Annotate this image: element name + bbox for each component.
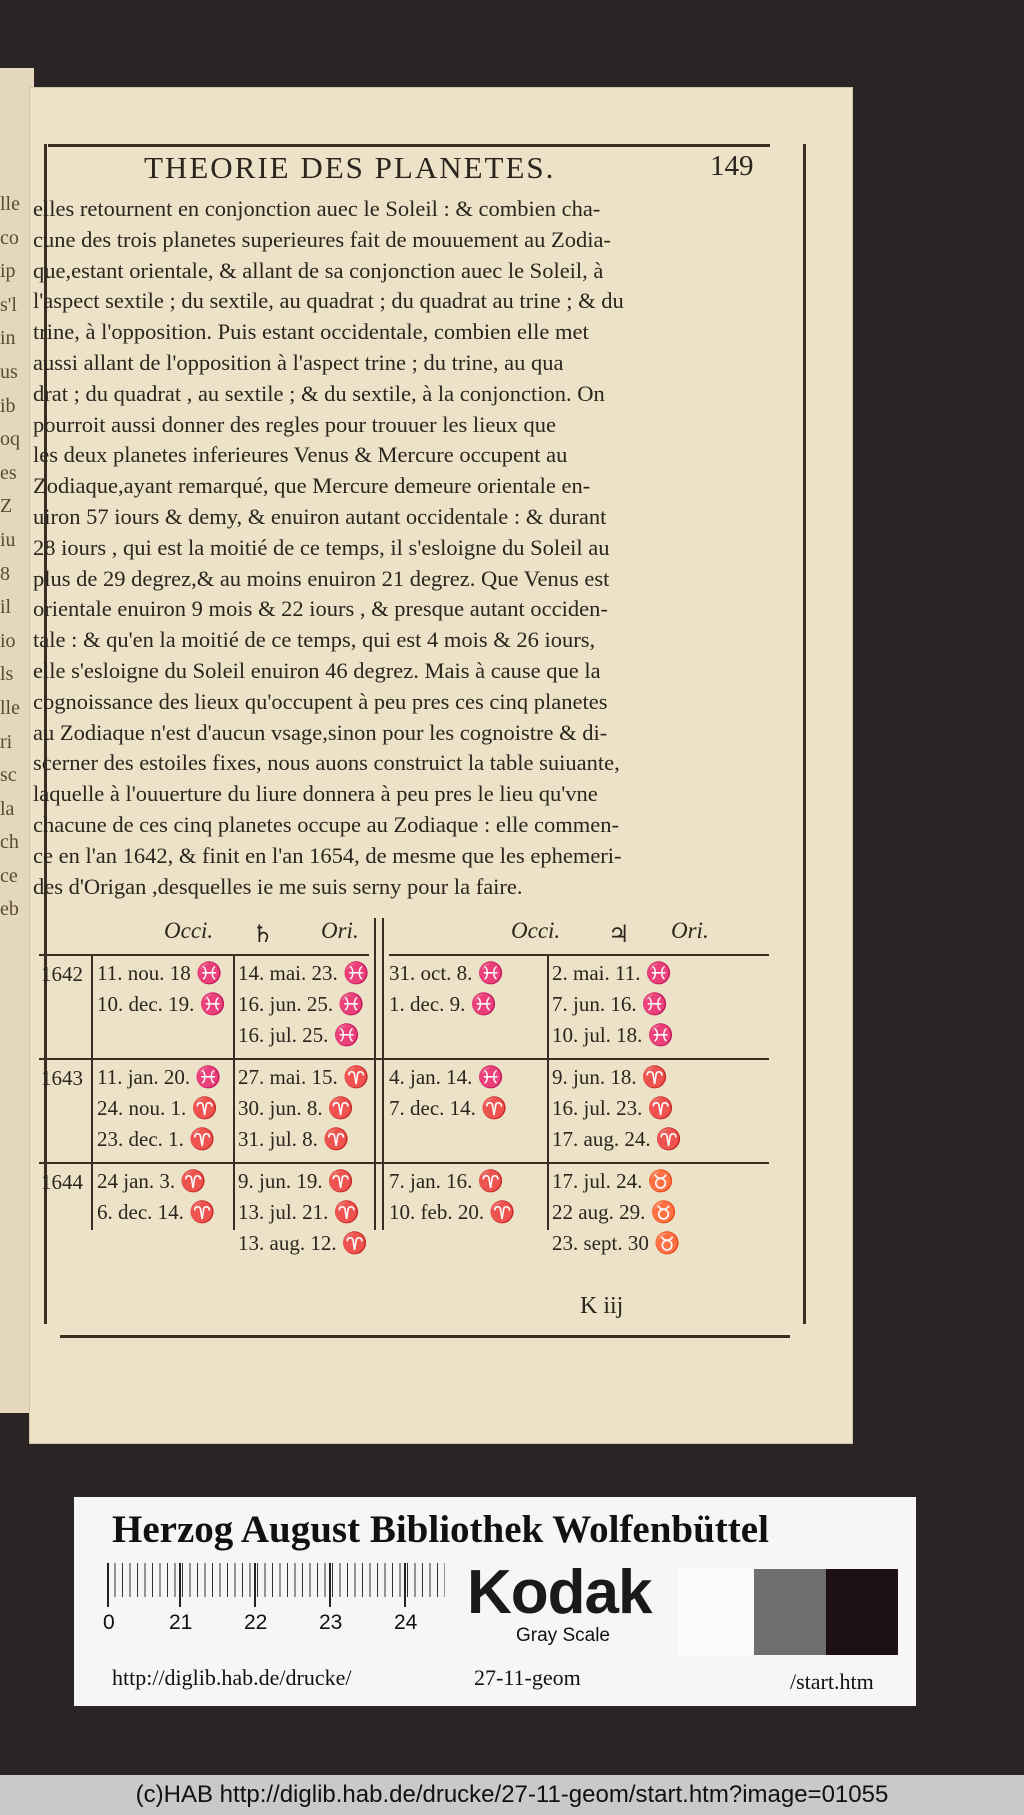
ruler-number: 0 <box>103 1611 115 1634</box>
table-cell: 16. jul. 25. ♓ <box>238 1023 360 1047</box>
text-line: elles retournent en conjonction auec le Soleil : & combien cha- <box>33 196 601 221</box>
text-line: au Zodiaque n'est d'aucun vsage,sinon pour les cognoistre & di- <box>33 719 608 745</box>
text-line: tale : & qu'en la moitié de ce temps, qui est 4 mois & 26 iours, <box>33 627 596 653</box>
text-line: plus de 29 degrez,& au moins enuiron 21 degrez. Que Venus est <box>33 565 610 591</box>
text-line: Zodiaque,ayant remarqué, que Mercure demeure orientale en- <box>33 473 591 499</box>
table-cell: 27. mai. 15. ♈ <box>238 1065 370 1089</box>
text-line: cune des trois planetes superieures fait de mouuement au Zodia- <box>33 226 611 252</box>
left-page-fragment: oq <box>0 428 20 451</box>
text-line: orientale enuiron 9 mois & 22 iours , & presque autant occiden- <box>33 596 608 622</box>
ruler-number: 23 <box>319 1611 343 1634</box>
text-line: elle s'esloigne du Soleil enuiron 46 degrez. Mais à cause que la <box>33 657 601 683</box>
ruler-major-tick <box>254 1563 256 1607</box>
ruler-number: 21 <box>169 1611 193 1634</box>
saturn-occi-header: Occi. <box>164 918 214 943</box>
top-rule <box>48 144 770 147</box>
ruler-major-tick <box>329 1563 331 1607</box>
text-line: des d'Origan ,desquelles ie me suis serny pour la faire. <box>33 873 523 899</box>
table-cell: 11. jan. 20. ♓ <box>97 1065 222 1089</box>
book-page <box>30 88 852 1443</box>
left-page-fragment: iu <box>0 528 16 551</box>
url-left: http://diglib.hab.de/drucke/ <box>112 1665 352 1690</box>
table-cell: 1. dec. 9. ♓ <box>389 992 497 1016</box>
table-year: 1643 <box>41 1066 83 1090</box>
table-cell: 24 jan. 3. ♈ <box>97 1169 207 1193</box>
left-page-fragment: lle <box>0 193 20 215</box>
table-cell: 6. dec. 14. ♈ <box>97 1200 216 1224</box>
table-row-rule <box>39 1058 769 1060</box>
table-cell: 31. oct. 8. ♓ <box>389 961 504 985</box>
table-cell: 17. aug. 24. ♈ <box>552 1127 682 1151</box>
table-column-rule <box>91 954 93 1230</box>
left-page-fragment: la <box>0 797 15 820</box>
running-head: THEORIE DES PLANETES. <box>144 150 556 185</box>
ruler-major-tick <box>404 1563 406 1607</box>
scale-ruler <box>103 1563 445 1637</box>
table-cell: 10. feb. 20. ♈ <box>389 1200 516 1224</box>
table-cell: 23. dec. 1. ♈ <box>97 1127 216 1151</box>
left-page-fragment: eb <box>0 898 19 921</box>
jupiter-symbol-icon: ♃ <box>608 922 630 948</box>
table-cell: 13. aug. 12. ♈ <box>238 1231 368 1255</box>
table-header-rule <box>389 954 769 956</box>
left-page-fragment: Z <box>0 495 13 518</box>
jupiter-ori-header: Ori. <box>671 918 709 943</box>
url-right: /start.htm <box>790 1669 874 1694</box>
left-page-fragment: il <box>0 596 12 619</box>
table-cell: 2. mai. 11. ♓ <box>552 961 672 985</box>
table-year: 1644 <box>41 1170 83 1194</box>
table-column-rule <box>233 954 235 1230</box>
left-page-fragment: es <box>0 461 17 484</box>
left-page-fragment: us <box>0 360 18 383</box>
signature-mark: K iij <box>580 1293 624 1319</box>
table-cell: 30. jun. 8. ♈ <box>238 1096 354 1120</box>
table-cell: 9. jun. 19. ♈ <box>238 1169 354 1193</box>
left-page-edge <box>0 68 34 1413</box>
text-line: pourroit aussi donner des regles pour trouuer les lieux que <box>33 411 556 437</box>
left-page-fragment: ri <box>0 730 13 753</box>
white-swatch <box>678 1569 754 1655</box>
text-line: l'aspect sextile ; du sextile, au quadrat ; du quadrat au trine ; & du <box>33 288 624 314</box>
table-cell: 11. nou. 18 ♓ <box>97 961 223 985</box>
text-line: aussi allant de l'opposition à l'aspect trine ; du trine, au qua <box>33 349 564 375</box>
jupiter-occi-header: Occi. <box>511 918 561 943</box>
text-line: uiron 57 iours & demy, & enuiron autant occidentale : & durant <box>33 503 607 529</box>
page-number: 149 <box>710 150 754 182</box>
text-line: cognoissance des lieux qu'occupent à peu pres ces cinq planetes <box>33 688 608 714</box>
text-line: que,estant orientale, & allant de sa conjonction auec le Soleil, à <box>33 257 604 283</box>
table-cell: 16. jun. 25. ♓ <box>238 992 365 1016</box>
left-page-fragment: io <box>0 629 16 652</box>
left-page-fragment: s'l <box>0 293 17 316</box>
left-page-fragment: ce <box>0 864 18 887</box>
text-line: laquelle à l'ouuerture du liure donnera à peu pres le lieu qu'vne <box>33 781 598 807</box>
table-cell: 4. jan. 14. ♓ <box>389 1065 504 1089</box>
footer-credit: (c)HAB http://diglib.hab.de/drucke/27-11-geom/start.htm?image=01055 <box>0 1775 1024 1815</box>
ruler-major-tick <box>107 1563 109 1607</box>
left-page-fragment: sc <box>0 764 17 787</box>
kodak-logo: Kodak <box>467 1558 652 1627</box>
gray-scale-label: Gray Scale <box>516 1625 610 1646</box>
left-page-fragment: ip <box>0 260 16 283</box>
bottom-rule <box>60 1335 790 1338</box>
text-line: 28 iours , qui est la moitié de ce temps, il s'esloigne du Soleil au <box>33 534 610 560</box>
left-page-fragment: ls <box>0 663 14 686</box>
left-page-fragment: in <box>0 327 16 350</box>
table-cell: 17. jul. 24. ♉ <box>552 1169 674 1193</box>
table-column-rule <box>374 918 376 1230</box>
saturn-ori-header: Ori. <box>321 918 359 943</box>
table-header-rule <box>39 954 369 956</box>
left-page-fragment: ib <box>0 394 16 417</box>
table-cell: 23. sept. 30 ♉ <box>552 1231 681 1255</box>
left-page-fragment: lle <box>0 696 20 719</box>
ruler-number: 24 <box>394 1611 418 1634</box>
table-column-rule <box>547 954 549 1230</box>
ruler-number: 22 <box>244 1611 268 1634</box>
table-cell: 7. jan. 16. ♈ <box>389 1169 504 1193</box>
text-line: drat ; du quadrat , au sextile ; & du sextile, à la conjonction. On <box>33 380 605 406</box>
table-cell: 31. jul. 8. ♈ <box>238 1127 350 1151</box>
left-page-fragment: ch <box>0 831 19 854</box>
table-cell: 10. jul. 18. ♓ <box>552 1023 674 1047</box>
gray-swatch <box>754 1569 826 1655</box>
black-swatch <box>826 1569 898 1655</box>
table-column-rule <box>382 918 384 1230</box>
text-line: les deux planetes inferieures Venus & Mercure occupent au <box>33 442 568 468</box>
table-year: 1642 <box>41 962 83 986</box>
table-cell: 22 aug. 29. ♉ <box>552 1200 677 1224</box>
table-cell: 10. dec. 19. ♓ <box>97 992 226 1016</box>
table-cell: 24. nou. 1. ♈ <box>97 1096 218 1120</box>
table-cell: 13. jul. 21. ♈ <box>238 1200 360 1224</box>
body-text <box>33 194 759 902</box>
text-line: trine, à l'opposition. Puis estant occidentale, combien elle met <box>33 319 589 345</box>
table-cell: 9. jun. 18. ♈ <box>552 1065 668 1089</box>
ruler-major-tick <box>179 1563 181 1607</box>
table-cell: 14. mai. 23. ♓ <box>238 961 370 985</box>
text-line: scerner des estoiles fixes, nous auons construict la table suiuante, <box>33 750 620 776</box>
table-cell: 7. jun. 16. ♓ <box>552 992 668 1016</box>
ruler-ticks <box>107 1563 445 1597</box>
text-line: chacune de ces cinq planetes occupe au Zodiaque : elle commen- <box>33 811 619 837</box>
left-page-edge-text <box>0 188 34 927</box>
left-page-fragment: 8 <box>0 562 10 585</box>
institution-name: Herzog August Bibliothek Wolfenbüttel <box>112 1508 769 1551</box>
table-cell: 16. jul. 23. ♈ <box>552 1096 674 1120</box>
url-shelfmark: 27-11-geom <box>474 1665 581 1690</box>
left-page-fragment: co <box>0 226 19 249</box>
table-cell: 7. dec. 14. ♈ <box>389 1096 508 1120</box>
table-row-rule <box>39 1162 769 1164</box>
color-target-card <box>74 1497 916 1706</box>
text-line: ce en l'an 1642, & finit en l'an 1654, de mesme que les ephemeri- <box>33 842 622 868</box>
saturn-symbol-icon: ♄ <box>252 922 274 948</box>
